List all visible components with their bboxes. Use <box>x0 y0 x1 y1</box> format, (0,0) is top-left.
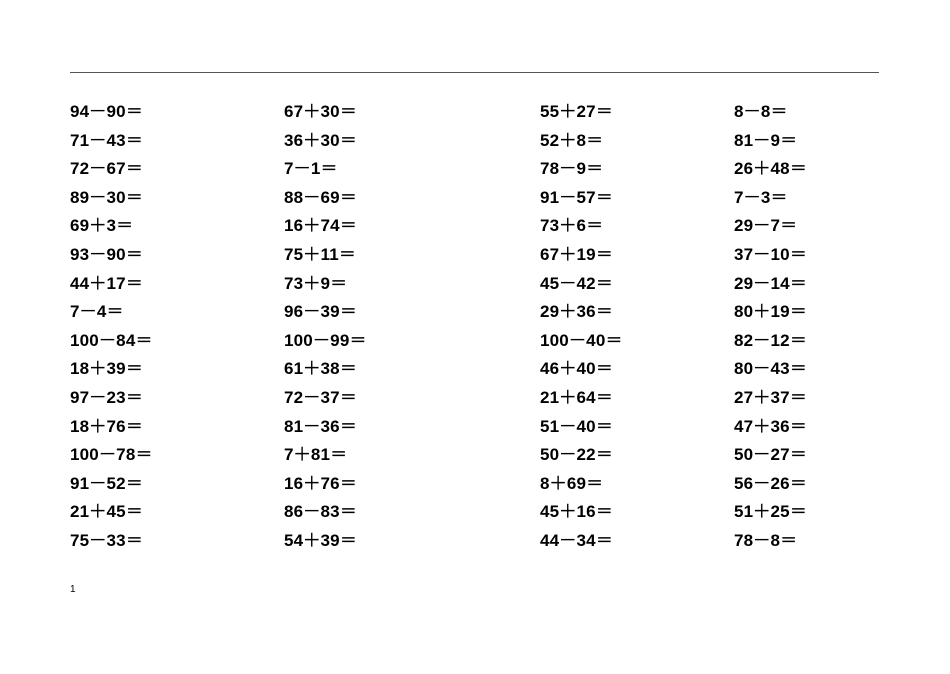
problem-item: 45－42＝ <box>540 273 614 293</box>
problem-item: 75＋11＝ <box>284 244 357 264</box>
problem-item: 91－57＝ <box>540 187 614 207</box>
problem-item: 44＋17＝ <box>70 273 144 293</box>
problem-column-1 <box>70 98 153 556</box>
problem-column-2 <box>284 98 367 556</box>
problem-item: 37－10＝ <box>734 244 808 264</box>
problem-item: 16＋76＝ <box>284 473 358 493</box>
problem-item: 100－78＝ <box>70 445 153 465</box>
problem-item: 29－7＝ <box>734 216 798 236</box>
problem-item: 97－23＝ <box>70 387 144 407</box>
problem-item: 80＋19＝ <box>734 302 808 322</box>
problem-item: 75－33＝ <box>70 530 144 550</box>
problem-item: 82－12＝ <box>734 330 808 350</box>
problem-item: 55＋27＝ <box>540 102 614 121</box>
problem-item: 7－3＝ <box>734 187 788 207</box>
problem-item: 100－99＝ <box>284 330 367 350</box>
problem-item: 8＋69＝ <box>540 473 604 493</box>
problem-item: 56－26＝ <box>734 473 808 493</box>
problem-item: 7－4＝ <box>70 302 124 322</box>
problem-item: 21＋45＝ <box>70 502 144 522</box>
problem-item: 72－67＝ <box>70 159 144 179</box>
problem-item: 81－9＝ <box>734 130 798 150</box>
problem-item: 67＋30＝ <box>284 102 358 121</box>
problem-item: 8－8＝ <box>734 102 788 121</box>
problem-item: 89－30＝ <box>70 187 144 207</box>
problem-item: 46＋40＝ <box>540 359 614 379</box>
problem-item: 100－84＝ <box>70 330 153 350</box>
problem-item: 69＋3＝ <box>70 216 134 236</box>
problem-item: 50－27＝ <box>734 445 808 465</box>
problem-item: 88－69＝ <box>284 187 358 207</box>
problem-item: 26＋48＝ <box>734 159 808 179</box>
problem-item: 94－90＝ <box>70 102 144 121</box>
problem-item: 71－43＝ <box>70 130 144 150</box>
problem-item: 51＋25＝ <box>734 502 808 522</box>
problem-item: 61＋38＝ <box>284 359 358 379</box>
problem-item: 93－90＝ <box>70 244 144 264</box>
problem-item: 29－14＝ <box>734 273 808 293</box>
problem-item: 21＋64＝ <box>540 387 614 407</box>
problem-item: 18＋39＝ <box>70 359 144 379</box>
page-number: 1 <box>70 584 76 595</box>
problem-item: 78－9＝ <box>540 159 604 179</box>
problem-item: 54＋39＝ <box>284 530 358 550</box>
problem-item: 16＋74＝ <box>284 216 358 236</box>
problem-item: 73＋9＝ <box>284 273 348 293</box>
problem-item: 36＋30＝ <box>284 130 358 150</box>
problem-item: 45＋16＝ <box>540 502 614 522</box>
problem-item: 80－43＝ <box>734 359 808 379</box>
problem-item: 52＋8＝ <box>540 130 604 150</box>
top-divider <box>70 72 879 73</box>
problem-item: 72－37＝ <box>284 387 358 407</box>
problem-item: 27＋37＝ <box>734 387 808 407</box>
problem-item: 7＋81＝ <box>284 445 348 465</box>
problem-item: 91－52＝ <box>70 473 144 493</box>
problem-item: 51－40＝ <box>540 416 614 436</box>
problem-item: 81－36＝ <box>284 416 358 436</box>
problem-item: 67＋19＝ <box>540 244 614 264</box>
problem-item: 18＋76＝ <box>70 416 144 436</box>
problem-item: 86－83＝ <box>284 502 358 522</box>
problem-item: 100－40＝ <box>540 330 623 350</box>
problem-item: 96－39＝ <box>284 302 358 322</box>
problem-item: 73＋6＝ <box>540 216 604 236</box>
problem-item: 50－22＝ <box>540 445 614 465</box>
problem-column-3 <box>540 98 623 556</box>
problem-item: 44－34＝ <box>540 530 614 550</box>
problem-column-4 <box>734 98 807 556</box>
problem-item: 78－8＝ <box>734 530 798 550</box>
problem-item: 47＋36＝ <box>734 416 808 436</box>
problem-item: 29＋36＝ <box>540 302 614 322</box>
problem-item: 7－1＝ <box>284 159 338 179</box>
